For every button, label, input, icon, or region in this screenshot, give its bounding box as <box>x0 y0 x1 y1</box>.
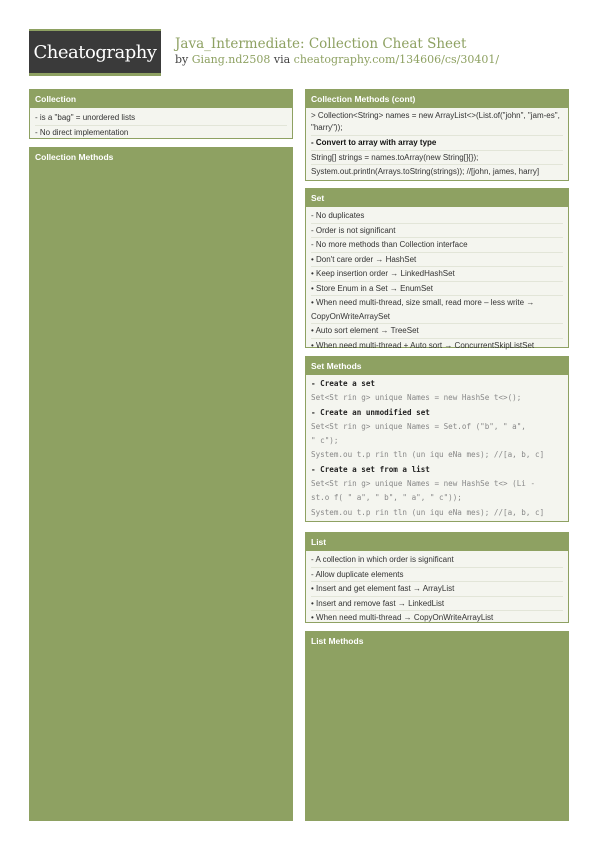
text-line: CopyOnWriteArraySet <box>311 310 563 325</box>
code-line: String[] strings = names.toArray(new String[]{}); <box>311 151 563 166</box>
page-title: Java_Intermediate: Collection Cheat Sheet <box>175 36 467 52</box>
logo-text: Cheatography <box>33 41 157 63</box>
panel-collection-methods <box>29 147 293 821</box>
text-line: - Allow duplicate elements <box>311 568 563 583</box>
text-line: • Don't care order → HashSet <box>311 253 563 268</box>
text-line: - Convert to array with array type <box>311 136 563 151</box>
code-line: Set<St rin g> unique Names = new HashSe t<> (Li - <box>311 479 536 489</box>
panel-set <box>305 188 569 348</box>
panel-collection-methods-cont <box>305 89 569 181</box>
by-text: by <box>175 53 189 66</box>
text-line: - No direct implementation <box>35 127 129 137</box>
text-line: • Keep insertion order → LinkedHashSet <box>311 267 563 282</box>
text-line: - Order is not significant <box>311 224 563 239</box>
code-comment: - Create a set from a list <box>311 464 430 474</box>
code-line: System.ou t.p rin tln (un iqu eNa mes); //[a, b, c] <box>311 507 545 517</box>
panel-list-methods <box>305 631 569 821</box>
text-line: • Insert and get element fast → ArrayList <box>311 582 563 597</box>
cheatography-logo[interactable] <box>29 29 161 73</box>
text-line: • Auto sort element → TreeSet <box>311 324 563 339</box>
text-line: - is a "bag" = unordered lists <box>35 111 287 126</box>
code-comment: - Create an unmodified set <box>311 407 430 417</box>
text-line: • When need multi-thread + Auto sort → ConcurrentSkipListSet <box>311 340 535 350</box>
text-line: • Store Enum in a Set → EnumSet <box>311 282 563 297</box>
code-line: st.o f( " a", " b", " a", " c")); <box>311 493 462 503</box>
text-line: • Insert and remove fast → LinkedList <box>311 597 563 612</box>
panel-set-methods <box>305 356 569 522</box>
code-line: Set<St rin g> unique Names = new HashSe t<>(); <box>311 393 522 403</box>
sheet-url-link[interactable]: cheatography.com/134606/cs/30401/ <box>293 53 500 66</box>
text-line: • When need multi-thread → CopyOnWriteArrayList <box>311 613 494 622</box>
panel-heading: List Methods <box>306 632 568 650</box>
code-line: System.out.println(Arrays.toString(strings)); //[john, james, harry] <box>311 167 540 176</box>
text-line: • When need multi-thread, size small, read more – less write → <box>311 298 535 307</box>
panel-collection <box>29 89 293 139</box>
byline <box>175 53 499 66</box>
panel-list <box>305 532 569 623</box>
panel-heading: Set <box>306 189 568 207</box>
panel-heading: Set Methods <box>306 357 568 375</box>
logo-underline <box>29 73 161 76</box>
code-comment: - Create a set <box>311 379 376 388</box>
code-line: Set<St rin g> unique Names = Set.of ("b", " a", <box>311 421 526 431</box>
code-line: System.ou t.p rin tln (un iqu eNa mes); //[a, b, c] <box>311 450 545 460</box>
text-line: - A collection in which order is significant <box>311 553 563 568</box>
panel-heading: Collection Methods (cont) <box>306 90 568 108</box>
text-line: - No more methods than Collection interface <box>311 238 563 253</box>
author-link[interactable]: Giang.nd2508 <box>191 53 271 66</box>
panel-heading: Collection Methods <box>30 148 292 166</box>
text-line: - No duplicates <box>311 209 563 224</box>
via-text: via <box>273 53 291 66</box>
panel-heading: Collection <box>30 90 292 108</box>
code-line: > Collection<String> names = new ArrayList<>(List.of("john", "jam-es", "harry")); <box>311 110 563 136</box>
panel-heading: List <box>306 533 568 551</box>
code-line: " c"); <box>311 436 339 446</box>
